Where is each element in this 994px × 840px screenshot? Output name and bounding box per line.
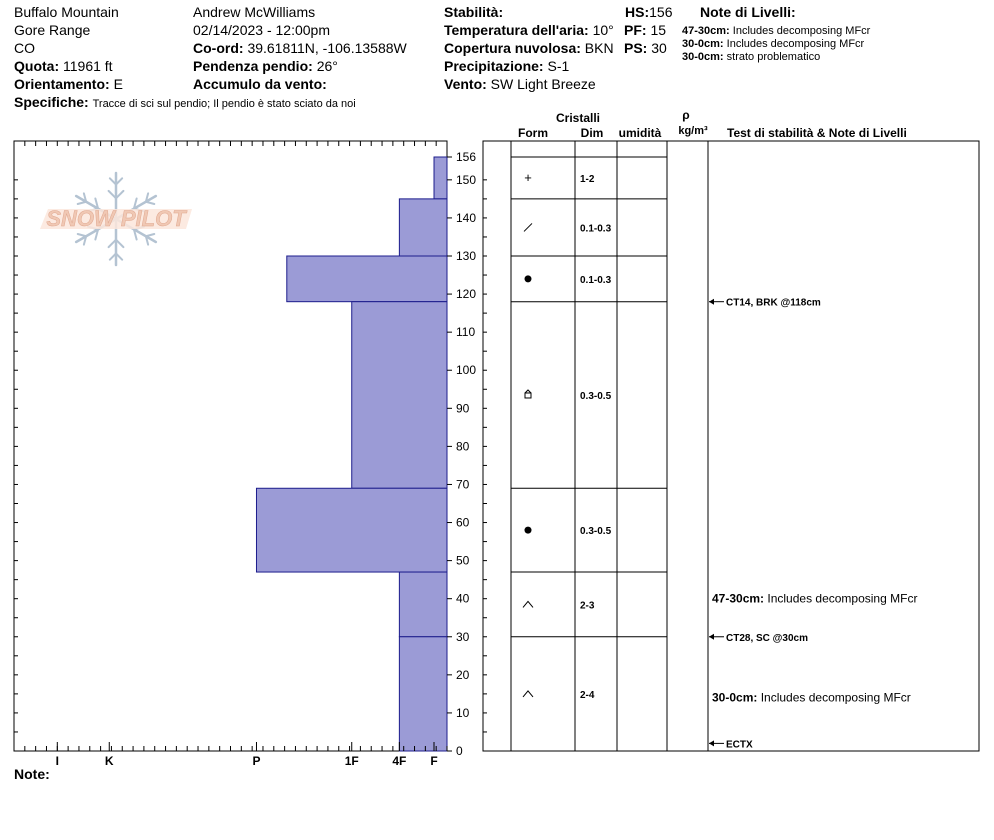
layer-note-range: 30-0cm: [682, 38, 724, 50]
crystal-size-label: 2-3 [580, 600, 595, 612]
ski-penetration-value: 30 [651, 40, 667, 56]
layer-note-annotation [712, 592, 917, 606]
snowflake-branch [146, 202, 154, 204]
precipitation-label: Precipitazione: [444, 58, 544, 74]
hardness-tick-label: P [252, 754, 261, 768]
form-header: Form [518, 126, 548, 140]
logo-text: SNOW PILOT [46, 206, 186, 231]
hardness-bar [256, 488, 447, 572]
depth-tick-label: 80 [456, 439, 470, 454]
air-temperature-value: 10° [592, 22, 614, 38]
test-pointer-arrow [709, 634, 714, 640]
snow-height-label: HS: [625, 4, 650, 20]
hardness-tick-label: 1F [344, 754, 359, 768]
depth-tick-label: 156 [456, 150, 477, 164]
layer-note-text: Includes decomposing MFcr [726, 38, 865, 50]
stability-annotations [709, 298, 917, 751]
specifics-label: Specifiche: [14, 94, 89, 110]
depth-tick-label: 70 [456, 477, 470, 492]
moisture-header: umidità [618, 126, 662, 140]
notes-label: Note: [14, 766, 50, 782]
foot-penetration-value: 15 [650, 22, 667, 38]
cloud-cover-label: Copertura nuvolosa: [444, 40, 581, 56]
layer-note-text: Includes decomposing MFcr [732, 25, 871, 37]
snowflake-branch [78, 202, 86, 204]
crystal-form-symbol [525, 527, 532, 534]
hardness-bar [399, 572, 447, 637]
crystal-size-label: 0.1-0.3 [580, 223, 612, 235]
crystal-size-label: 2-4 [580, 689, 595, 701]
crystal-size-label: 0.3-0.5 [580, 390, 612, 402]
depth-tick-label: 140 [456, 210, 477, 225]
layer-note-annotation-range: 30-0cm: [712, 690, 761, 705]
stability-test-label: CT28, SC @30cm [726, 632, 809, 644]
hardness-tick-label: K [104, 754, 114, 768]
slope-angle-label: Pendenza pendio: [193, 58, 313, 74]
crystal-size-label: 0.1-0.3 [580, 274, 612, 286]
depth-tick-label: 0 [456, 744, 463, 758]
air-temperature-label: Temperatura dell'aria: [444, 22, 589, 38]
hardness-tick-label: I [55, 754, 59, 768]
crystal-form-symbol [525, 275, 532, 282]
hardness-bar [352, 302, 447, 489]
crystal-table-rows [511, 157, 667, 701]
depth-tick-label: 100 [456, 363, 477, 378]
depth-tick-label: 30 [456, 629, 470, 644]
snowpilot-logo [40, 173, 192, 265]
slope-angle-value: 26° [316, 58, 338, 74]
crystal-form-symbol [523, 601, 533, 607]
elevation-value: 11961 ft [63, 58, 113, 74]
observation-datetime: 02/14/2023 - 12:00pm [193, 22, 330, 38]
test-pointer-arrow [709, 299, 714, 305]
layer-note-annotation-range: 47-30cm: [712, 591, 768, 606]
hardness-tick-label: F [430, 754, 438, 768]
aspect-value: E [113, 76, 123, 92]
depth-tick-label: 10 [456, 705, 470, 720]
layer-note-text: strato problematico [726, 51, 821, 63]
hardness-bar [287, 256, 447, 302]
specifics-value: Tracce di sci sul pendio; Il pendio è stato sciato da noi [92, 98, 356, 110]
crystal-table [483, 141, 979, 751]
layer-note-annotation-text: Includes decomposing MFcr [760, 690, 911, 705]
snowflake-branch [146, 234, 154, 236]
wind-value: SW Light Breeze [490, 76, 596, 92]
layer-note-annotation [712, 691, 911, 705]
state: CO [14, 40, 35, 56]
layer-note-annotation-text: Includes decomposing MFcr [767, 591, 918, 606]
depth-tick-label: 20 [456, 667, 470, 682]
hardness-bar [434, 157, 447, 199]
hardness-bar [399, 199, 447, 256]
layer-notes-title: Note di Livelli: [700, 4, 796, 20]
mountain-range: Gore Range [14, 22, 91, 38]
depth-tick-label: 90 [456, 401, 470, 416]
crystals-header: Cristalli [555, 111, 601, 125]
depth-tick-label: 130 [456, 249, 477, 263]
stability-label: Stabilità: [444, 4, 504, 20]
foot-penetration-label: PF: [624, 22, 647, 38]
crystal-size-label: 1-2 [580, 173, 595, 185]
stability-test-label: CT14, BRK @118cm [726, 297, 821, 309]
crystal-form-symbol [525, 393, 531, 398]
crystal-form-symbol [524, 223, 532, 231]
layer-note-range: 30-0cm: [682, 51, 724, 63]
stability-test-label: ECTX [726, 739, 753, 751]
elevation-label: Quota: [14, 58, 60, 74]
wind-loading-label: Accumulo da vento: [193, 76, 327, 92]
crystal-size-label: 0.3-0.5 [580, 526, 612, 538]
observer-name: Andrew McWilliams [193, 4, 316, 20]
precipitation-value: S-1 [547, 58, 570, 74]
depth-tick-label: 150 [456, 172, 477, 187]
ski-penetration-label: PS: [624, 40, 648, 56]
hardness-bars [256, 157, 447, 751]
coordinates-value: 39.61811N, -106.13588W [247, 40, 407, 56]
depth-tick-label: 40 [456, 591, 470, 606]
depth-tick-label: 60 [456, 515, 470, 530]
hardness-bar [399, 637, 447, 751]
crystal-form-symbol: + [524, 169, 532, 185]
density-unit: kg/m³ [678, 125, 708, 137]
crystal-form-symbol [523, 691, 533, 697]
depth-tick-label: 50 [456, 553, 470, 568]
depth-tick-label: 120 [456, 287, 477, 302]
crystal-table-border [483, 141, 979, 751]
wind-label: Vento: [444, 76, 487, 92]
size-header: Dim [580, 126, 604, 140]
cloud-cover-value: BKN [584, 40, 614, 56]
layer-note-range: 47-30cm: [682, 25, 730, 37]
hardness-tick-label: 4F [392, 754, 407, 768]
density-symbol: ρ [682, 108, 690, 122]
location-name: Buffalo Mountain [14, 4, 119, 20]
test-pointer-arrow [709, 740, 714, 746]
snow-height-value: 156 [649, 4, 673, 20]
depth-tick-label: 110 [456, 325, 476, 340]
snowflake-branch [78, 234, 86, 236]
coordinates-label: Co-ord: [193, 40, 244, 56]
stability-notes-header: Test di stabilità & Note di Livelli [727, 126, 907, 140]
aspect-label: Orientamento: [14, 76, 110, 92]
